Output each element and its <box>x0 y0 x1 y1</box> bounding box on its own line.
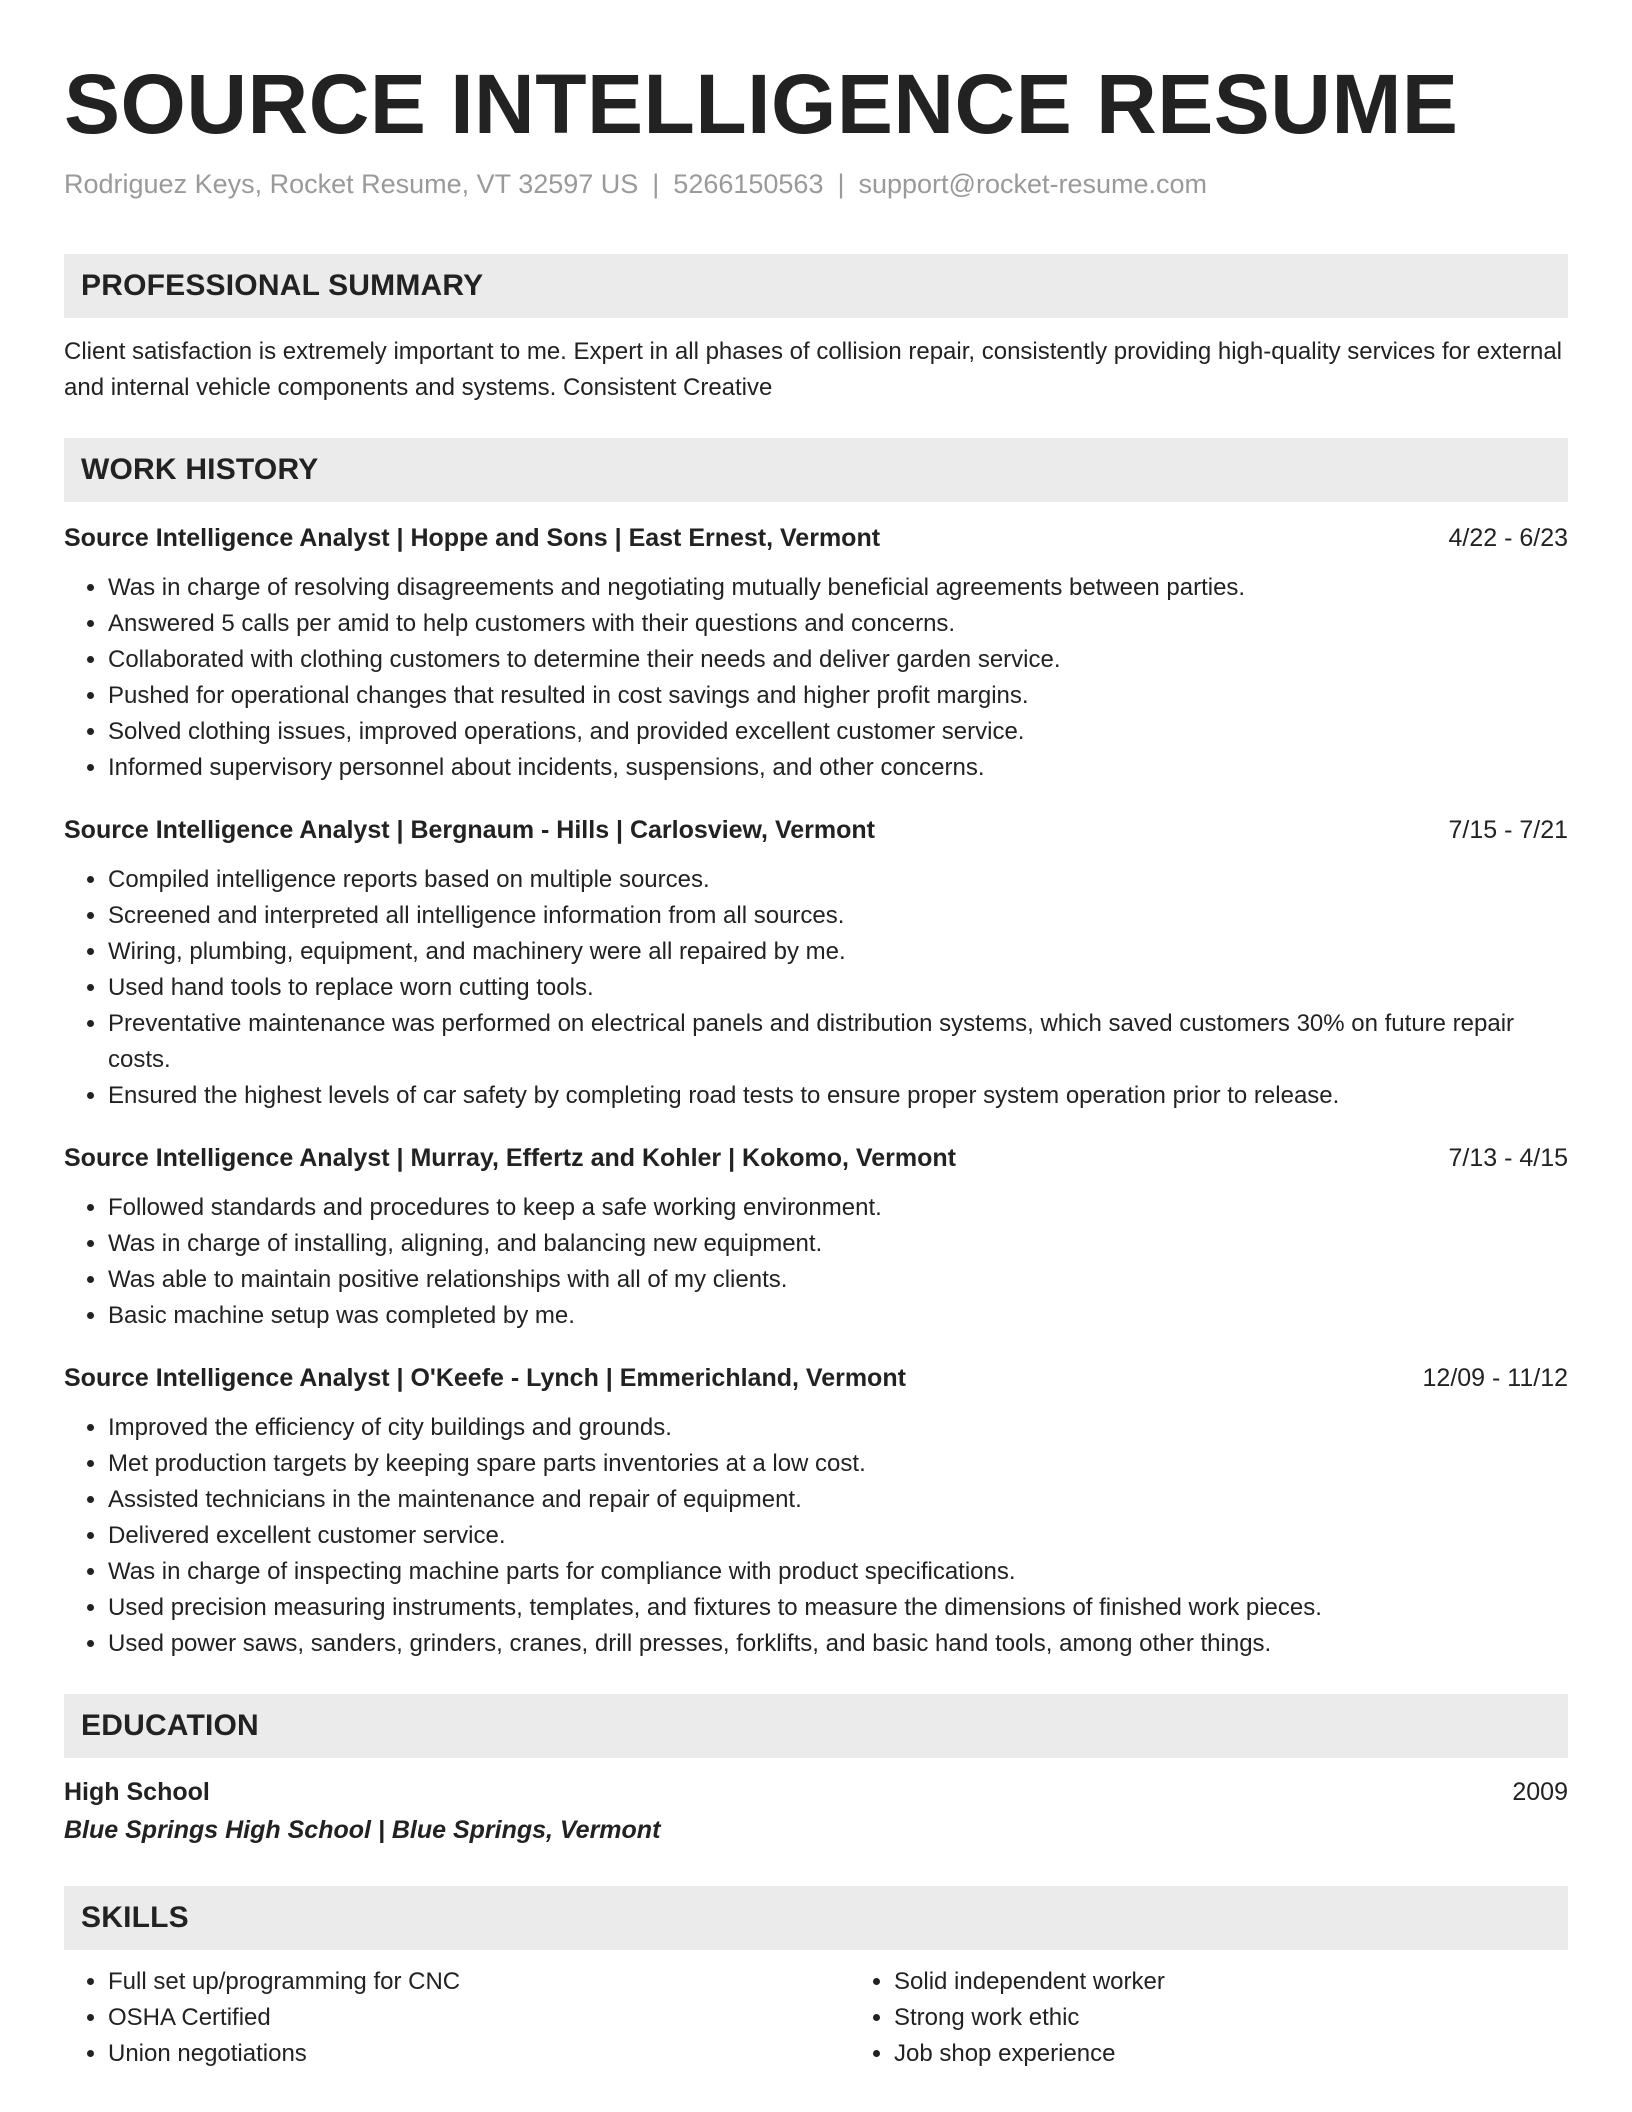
job-bullet: • Delivered excellent customer service. <box>108 1518 1568 1554</box>
job-bullets <box>64 862 1568 1114</box>
job-bullet: • Pushed for operational changes that resulted in cost savings and higher profit margins. <box>108 678 1568 714</box>
job-dates: 7/15 - 7/21 <box>1448 816 1568 844</box>
job-bullet: • Used precision measuring instruments, templates, and fixtures to measure the dimensions of finished work pieces. <box>108 1590 1568 1626</box>
section-heading-work-history: WORK HISTORY <box>64 438 1568 502</box>
job-bullet: • Wiring, plumbing, equipment, and machinery were all repaired by me. <box>108 934 1568 970</box>
skill-item: • Full set up/programming for CNC <box>108 1964 850 2000</box>
job-bullet: • Was in charge of installing, aligning, and balancing new equipment. <box>108 1226 1568 1262</box>
job-dates: 12/09 - 11/12 <box>1422 1364 1568 1392</box>
skills-list-right <box>850 1964 1632 2072</box>
skills-list-left <box>64 1964 850 2072</box>
job-bullet: • Collaborated with clothing customers to determine their needs and deliver garden service. <box>108 642 1568 678</box>
job-bullet: • Used power saws, sanders, grinders, cranes, drill presses, forklifts, and basic hand tools, among other things. <box>108 1626 1568 1662</box>
job-header <box>64 520 1568 556</box>
job-dates: 7/13 - 4/15 <box>1448 1144 1568 1172</box>
contact-address: Rodriguez Keys, Rocket Resume, VT 32597 US <box>64 169 639 199</box>
job-bullet: • Answered 5 calls per amid to help customers with their questions and concerns. <box>108 606 1568 642</box>
contact-separator: | <box>652 169 660 199</box>
contact-phone: 5266150563 <box>673 169 824 199</box>
job-header <box>64 1140 1568 1176</box>
job-title: Source Intelligence Analyst | O'Keefe - Lynch | Emmerichland, Vermont <box>64 1364 906 1392</box>
job-bullet: • Followed standards and procedures to keep a safe working environment. <box>108 1190 1568 1226</box>
job-bullet: • Solved clothing issues, improved operations, and provided excellent customer service. <box>108 714 1568 750</box>
contact-email: support@rocket-resume.com <box>858 169 1208 199</box>
job-bullet: • Screened and interpreted all intelligence information from all sources. <box>108 898 1568 934</box>
job-bullets <box>64 1410 1568 1662</box>
education-degree: High School <box>64 1778 210 1806</box>
job-bullet: • Basic machine setup was completed by me. <box>108 1298 1568 1334</box>
job-bullets <box>64 1190 1568 1334</box>
job-bullet: • Was in charge of resolving disagreements and negotiating mutually beneficial agreements between parties. <box>108 570 1568 606</box>
skill-item: • Job shop experience <box>894 2036 1632 2072</box>
summary-text: Client satisfaction is extremely important to me. Expert in all phases of collision repair, consistently providing high-quality services for external and internal vehicle components and systems. Consistent Creative <box>64 338 1563 401</box>
job-bullet: • Improved the efficiency of city buildings and grounds. <box>108 1410 1568 1446</box>
contact-line <box>64 166 1568 202</box>
job-entry <box>64 520 1568 786</box>
education-school: Blue Springs High School | Blue Springs, Vermont <box>64 1816 661 1844</box>
job-title: Source Intelligence Analyst | Bergnaum - Hills | Carlosview, Vermont <box>64 816 875 844</box>
job-title: Source Intelligence Analyst | Murray, Effertz and Kohler | Kokomo, Vermont <box>64 1144 956 1172</box>
contact-separator: | <box>837 169 845 199</box>
job-bullet: • Was in charge of inspecting machine parts for compliance with product specifications. <box>108 1554 1568 1590</box>
job-title: Source Intelligence Analyst | Hoppe and Sons | East Ernest, Vermont <box>64 524 881 552</box>
job-entry <box>64 1140 1568 1334</box>
job-entry <box>64 1360 1568 1662</box>
job-bullets <box>64 570 1568 786</box>
job-bullet: • Informed supervisory personnel about incidents, suspensions, and other concerns. <box>108 750 1568 786</box>
education-year: 2009 <box>1512 1778 1568 1806</box>
job-header <box>64 1360 1568 1396</box>
job-bullet: • Used hand tools to replace worn cutting tools. <box>108 970 1568 1006</box>
skill-item: • OSHA Certified <box>108 2000 850 2036</box>
job-bullet: • Was able to maintain positive relationships with all of my clients. <box>108 1262 1568 1298</box>
skill-item: • Strong work ethic <box>894 2000 1632 2036</box>
section-heading-summary: PROFESSIONAL SUMMARY <box>64 254 1568 318</box>
job-bullet: • Ensured the highest levels of car safety by completing road tests to ensure proper system operation prior to release. <box>108 1078 1568 1114</box>
skill-item: • Union negotiations <box>108 2036 850 2072</box>
skills-columns <box>64 1950 1568 2072</box>
resume-title: SOURCE INTELLIGENCE RESUME <box>64 57 1459 151</box>
section-heading-education: EDUCATION <box>64 1694 1568 1758</box>
job-dates: 4/22 - 6/23 <box>1448 524 1568 552</box>
job-header <box>64 812 1568 848</box>
section-heading-skills: SKILLS <box>64 1886 1568 1950</box>
job-bullet: • Compiled intelligence reports based on multiple sources. <box>108 862 1568 898</box>
skill-item: • Solid independent worker <box>894 1964 1632 2000</box>
job-entry <box>64 812 1568 1114</box>
job-bullet: • Preventative maintenance was performed on electrical panels and distribution systems, which saved customers 30% on future repair costs. <box>108 1006 1568 1078</box>
job-bullet: • Met production targets by keeping spare parts inventories at a low cost. <box>108 1446 1568 1482</box>
education-header <box>64 1774 1568 1810</box>
job-bullet: • Assisted technicians in the maintenance and repair of equipment. <box>108 1482 1568 1518</box>
